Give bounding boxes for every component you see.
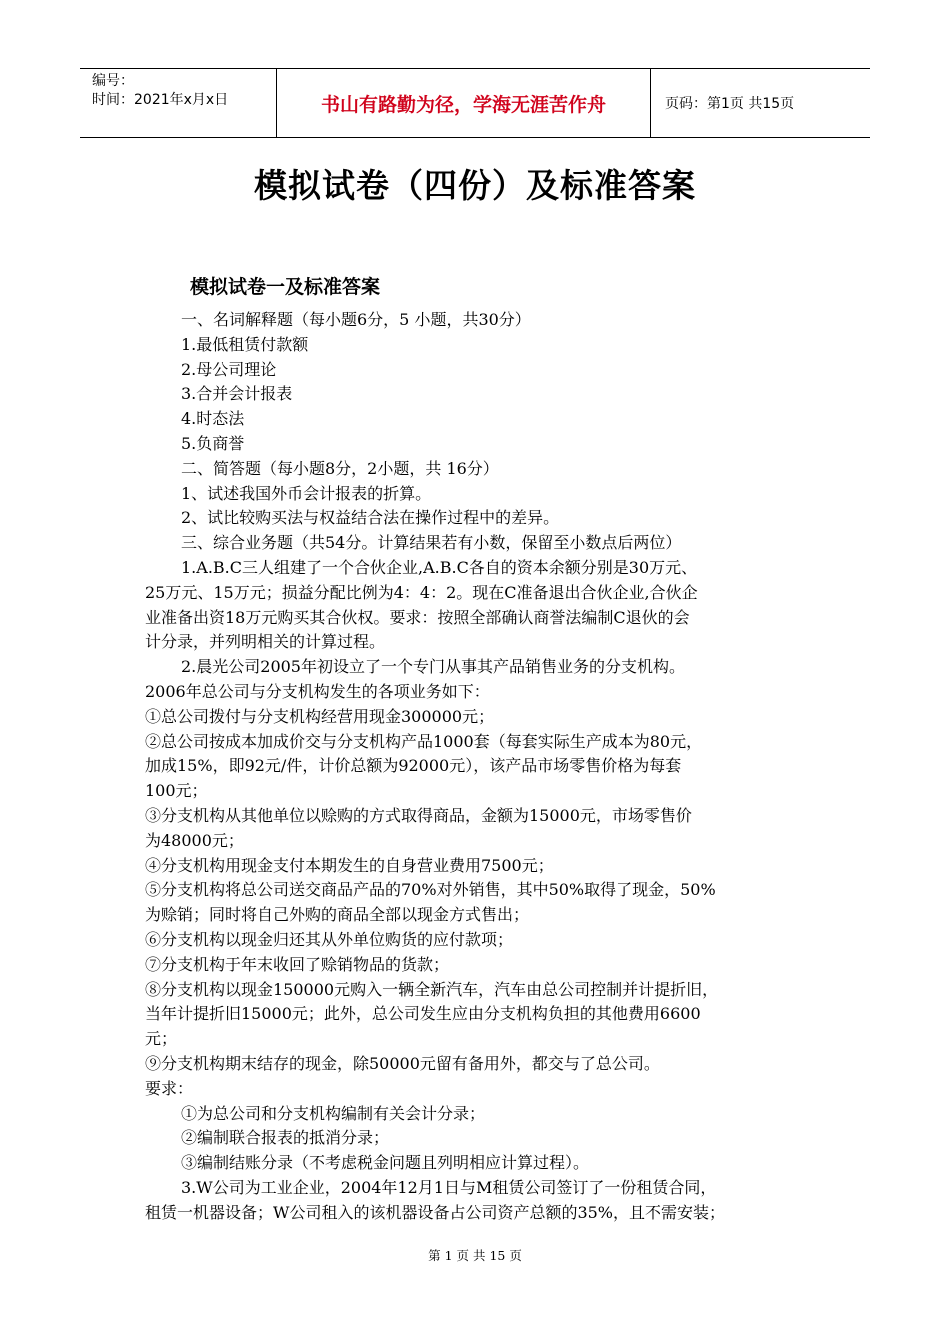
paragraph-line: ④分支机构用现金支付本期发生的自身营业费用7500元； xyxy=(145,855,554,875)
paragraph-line: 元； xyxy=(145,1029,178,1049)
paragraph-line: 100元； xyxy=(145,781,208,801)
paragraph-line: 租赁一机器设备；W公司租入的该机器设备占公司资产总额的35%，且不需安装； xyxy=(145,1202,726,1222)
paragraph-line: ⑨分支机构期末结存的现金，除50000元留有备用外，都交与了总公司。 xyxy=(145,1053,660,1073)
number-label: 编号： xyxy=(92,73,134,89)
paragraph-line: 4.时态法 xyxy=(181,409,245,429)
header-page-label: 页码：第1页 共15页 xyxy=(665,96,795,112)
page-footer: 第 1 页 共 15 页 xyxy=(428,1248,522,1263)
header-motto: 书山有路勤为径，学海无涯苦作舟 xyxy=(277,69,651,137)
paragraph-line: ②编制联合报表的抵消分录； xyxy=(181,1128,390,1148)
paragraph-line: 3.合并会计报表 xyxy=(181,384,293,404)
paragraph-line: 当年计提折旧15000元；此外，总公司发生应由分支机构负担的其他费用6600 xyxy=(145,1004,701,1024)
document-title: 模拟试卷（四份）及标准答案 xyxy=(254,166,696,205)
document-body xyxy=(145,308,825,1225)
paragraph-line: 1、试述我国外币会计报表的折算。 xyxy=(181,483,432,503)
paragraph-line: ①总公司拨付与分支机构经营用现金300000元； xyxy=(145,706,495,726)
paragraph-line: 2006年总公司与分支机构发生的各项业务如下： xyxy=(145,681,490,701)
paragraph-line: ③编制结账分录（不考虑税金问题且列明相应计算过程）。 xyxy=(181,1153,590,1173)
paragraph-line: ⑦分支机构于年末收回了赊销物品的货款； xyxy=(145,954,450,974)
paragraph-line: 加成15%，即92元/件，计价总额为92000元），该产品市场零售价格为每套 xyxy=(145,756,682,776)
paragraph-line: ⑧分支机构以现金150000元购入一辆全新汽车，汽车由总公司控制并计提折旧， xyxy=(145,979,719,999)
paragraph-line: 25万元、15万元；损益分配比例为4：4：2。现在C准备退出合伙企业,合伙企 xyxy=(145,582,698,602)
paragraph-line: ①为总公司和分支机构编制有关会计分录； xyxy=(181,1103,486,1123)
paragraph-line: 3.W公司为工业企业，2004年12月1日与M租赁公司签订了一份租赁合同， xyxy=(181,1177,717,1197)
paragraph-line: ③分支机构从其他单位以赊购的方式取得商品，金额为15000元，市场零售价 xyxy=(145,805,692,825)
paragraph-line: 三、综合业务题（共54分。计算结果若有小数，保留至小数点后两位） xyxy=(181,533,682,553)
paragraph-line: 一、名词解释题（每小题6分，5 小题，共30分） xyxy=(181,310,531,329)
paragraph-line: ⑤分支机构将总公司送交商品产品的70%对外销售，其中50%取得了现金，50% xyxy=(145,880,716,900)
paragraph-line: 5.负商誉 xyxy=(181,433,245,453)
paragraph-line: 2.晨光公司2005年初设立了一个专门从事其产品销售业务的分支机构。 xyxy=(181,657,685,677)
paragraph-line: 1.最低租赁付款额 xyxy=(181,334,309,354)
paragraph-line: 为赊销；同时将自己外购的商品全部以现金方式售出； xyxy=(145,905,530,925)
paragraph-line: 2.母公司理论 xyxy=(181,359,277,379)
date-label: 时间：2021年x月x日 xyxy=(92,92,229,108)
paragraph-line: 2、试比较购买法与权益结合法在操作过程中的差异。 xyxy=(181,508,560,528)
paragraph-line: 二、简答题（每小题8分，2小题，共 16分） xyxy=(181,458,499,478)
header-meta xyxy=(80,69,277,137)
paragraph-line: 1.A.B.C三人组建了一个合伙企业,A.B.C各自的资本余额分别是30万元、 xyxy=(181,557,698,577)
paragraph-line: 计分录，并列明相关的计算过程。 xyxy=(145,632,386,652)
section-title: 模拟试卷一及标准答案 xyxy=(190,276,381,298)
paragraph-line: ②总公司按成本加成价交与分支机构产品1000套（每套实际生产成本为80元， xyxy=(145,731,703,751)
paragraph-line: 要求： xyxy=(145,1078,194,1098)
paragraph-line: 业准备出资18万元购买其合伙权。要求：按照全部确认商誉法编制C退伙的会 xyxy=(145,607,690,627)
paragraph-line: 为48000元； xyxy=(145,830,244,850)
paragraph-line: ⑥分支机构以现金归还其从外单位购货的应付款项； xyxy=(145,929,514,949)
page-header xyxy=(80,68,870,138)
